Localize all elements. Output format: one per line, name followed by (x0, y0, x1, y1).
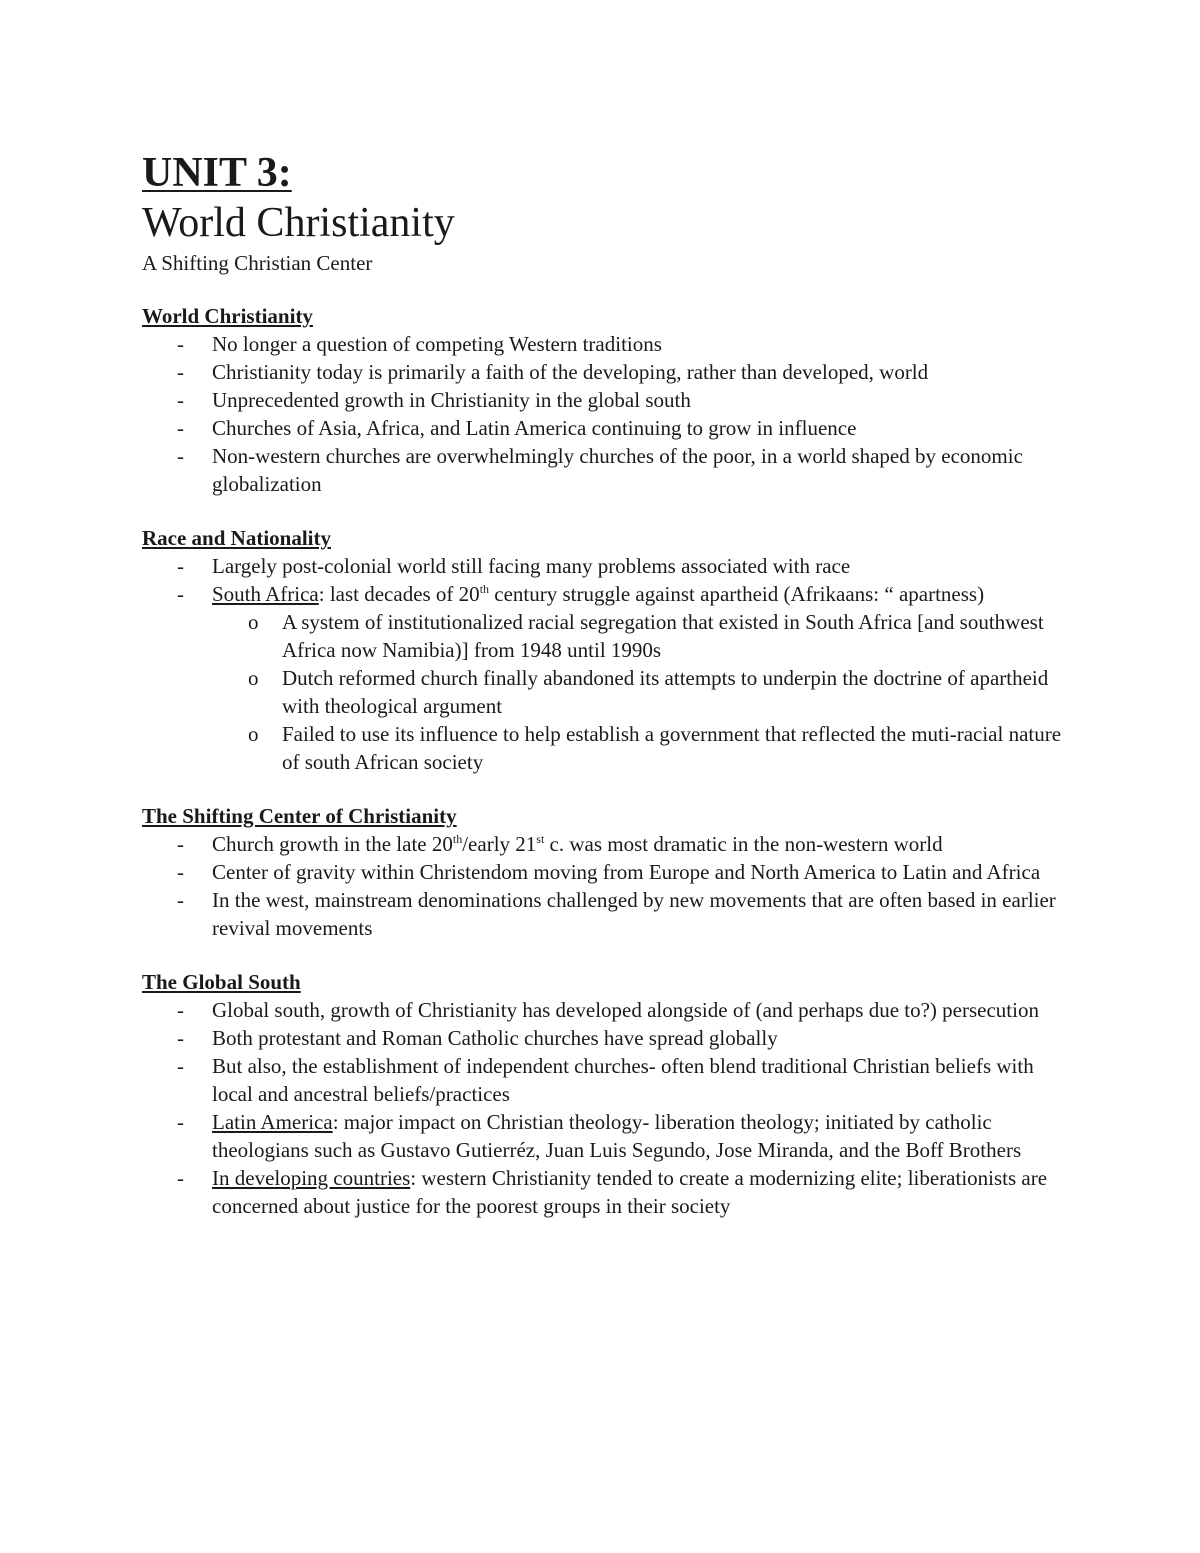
item-text: century struggle against apartheid (Afrikaans: “ apartness) (489, 582, 985, 606)
list-item: - But also, the establishment of independent churches- often blend traditional Christian beliefs with local and ancestral beliefs/practices (142, 1052, 1062, 1108)
document-subtitle: A Shifting Christian Center (142, 251, 373, 275)
list-item (142, 830, 1062, 858)
section-world-christianity (142, 302, 1062, 498)
item-text: : last decades of 20 (318, 582, 480, 606)
section-heading: Race and Nationality (142, 526, 331, 550)
list-item: - Unprecedented growth in Christianity in the global south (142, 386, 1062, 414)
unit-title: UNIT 3: (142, 150, 292, 196)
sub-list-item: o A system of institutionalized racial segregation that existed in South Africa [and southwest Africa now Namibia)] from 1948 until 1990s (212, 608, 1062, 664)
item-text: c. was most dramatic in the non-western world (544, 832, 943, 856)
sub-list (212, 608, 1062, 776)
list-item: - Center of gravity within Christendom moving from Europe and North America to Latin and Africa (142, 858, 1062, 886)
list-item: - Both protestant and Roman Catholic churches have spread globally (142, 1024, 1062, 1052)
underlined-term: Latin America (212, 1110, 333, 1134)
section-shifting-center (142, 802, 1062, 942)
section-heading: The Shifting Center of Christianity (142, 804, 457, 828)
bullet-list (142, 830, 1062, 942)
list-item: - No longer a question of competing Western traditions (142, 330, 1062, 358)
item-text: : major impact on Christian theology- liberation theology; initiated by catholic theologians such as Gustavo Gutierréz, Juan Luis Segundo, Jose Miranda, and the Boff Brothers (212, 1110, 1022, 1162)
superscript: th (452, 832, 463, 846)
bullet-list (142, 330, 1062, 498)
section-heading: World Christianity (142, 304, 313, 328)
underlined-term: In developing countries (212, 1166, 411, 1190)
sub-list-item: o Failed to use its influence to help establish a government that reflected the muti-racial nature of south African society (212, 720, 1062, 776)
list-item (142, 1164, 1062, 1220)
sub-list-item: o Dutch reformed church finally abandoned its attempts to underpin the doctrine of apartheid with theological argument (212, 664, 1062, 720)
list-item: - Churches of Asia, Africa, and Latin America continuing to grow in influence (142, 414, 1062, 442)
section-heading: The Global South (142, 970, 301, 994)
item-text: /early 21 (462, 832, 537, 856)
bullet-list (142, 996, 1062, 1220)
superscript: st (536, 832, 545, 846)
list-item: - Largely post-colonial world still facing many problems associated with race (142, 552, 1062, 580)
section-global-south (142, 968, 1062, 1220)
list-item: - Christianity today is primarily a faith of the developing, rather than developed, world (142, 358, 1062, 386)
list-item: - Global south, growth of Christianity has developed alongside of (and perhaps due to?) persecution (142, 996, 1062, 1024)
section-race-and-nationality (142, 524, 1062, 776)
item-text: Church growth in the late 20 (212, 832, 453, 856)
list-item: - In the west, mainstream denominations challenged by new movements that are often based in earlier revival movements (142, 886, 1062, 942)
list-item: - Non-western churches are overwhelmingly churches of the poor, in a world shaped by economic globalization (142, 442, 1062, 498)
document-title: World Christianity (142, 200, 455, 246)
document-page (142, 148, 1062, 1246)
list-item (142, 1108, 1062, 1164)
underlined-term: South Africa (212, 582, 319, 606)
list-item (142, 580, 1062, 776)
item-text: : western Christianity tended to create a modernizing elite; liberationists are concerned about justice for the poorest groups in their society (212, 1166, 1048, 1218)
bullet-list (142, 552, 1062, 776)
superscript: th (479, 582, 490, 596)
